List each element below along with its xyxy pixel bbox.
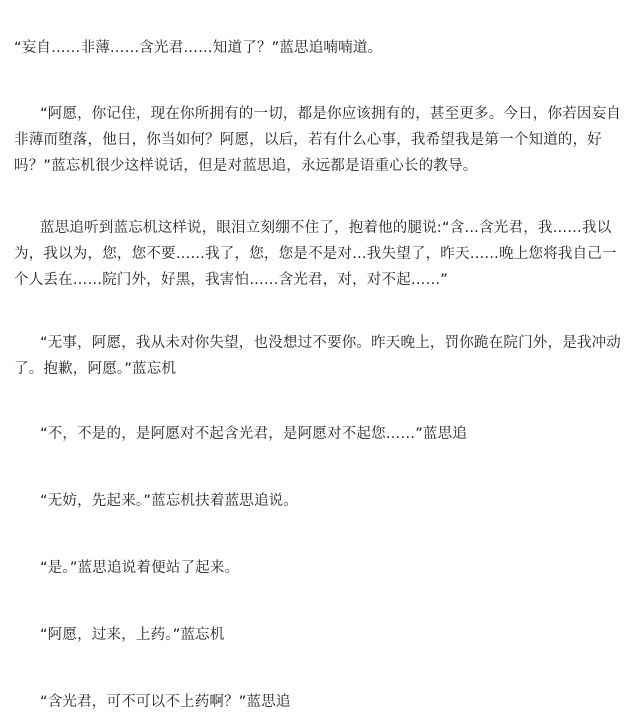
paragraph-4: “无事，阿愿，我从未对你失望，也没想过不要你。昨天晚上，罚你跪在院门外，是我冲动了。抱歉，阿愿。”蓝忘机	[14, 335, 622, 377]
paragraph-1: “妄自……非薄……含光君……知道了？”蓝思追喃喃道。	[14, 40, 383, 56]
paragraph-9: “含光君，可不可以不上药啊？”蓝思追	[40, 694, 291, 710]
paragraph-6: “无妨，先起来。”蓝忘机扶着蓝思追说。	[40, 493, 299, 509]
paragraph-7: “是。”蓝思追说着便站了起来。	[40, 560, 240, 576]
paragraph-5: “不，不是的，是阿愿对不起含光君，是阿愿对不起您……”蓝思追	[40, 426, 468, 442]
paragraph-3: 蓝思追听到蓝忘机这样说，眼泪立刻绷不住了，抱着他的腿说:“含…含光君，我……我以为，我以为，您，您不要……我了，您，您是不是对…我失望了，昨天……晚上您将我自己一个人丢在……院门外，好黑，我害怕……含光君，对，对不起……”	[14, 220, 617, 288]
paragraph-2: “阿愿，你记住，现在你所拥有的一切，都是你应该拥有的，甚至更多。今日，你若因妄自非薄而堕落，他日，你当如何？阿愿，以后，若有什么心事，我希望我是第一个知道的，好吗？”蓝忘机很少这样说话，但是对蓝思追，永远都是语重心长的教导。	[14, 106, 622, 174]
paragraph-8: “阿愿，过来，上药。”蓝忘机	[40, 627, 225, 643]
